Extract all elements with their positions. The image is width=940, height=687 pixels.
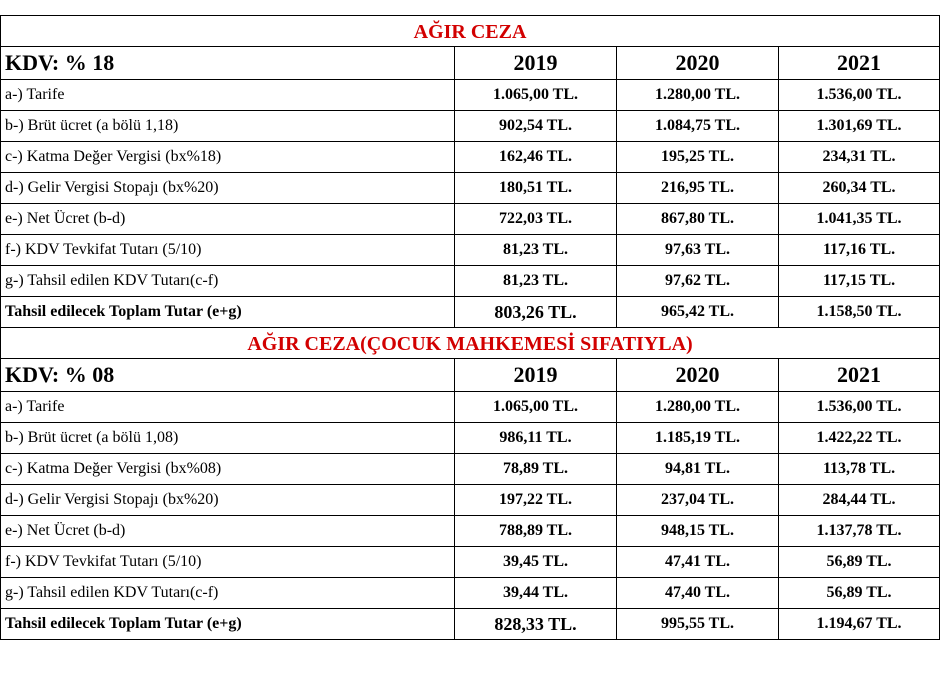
row-label: f-) KDV Tevkifat Tutarı (5/10): [1, 235, 455, 266]
row-label: d-) Gelir Vergisi Stopajı (bx%20): [1, 485, 455, 516]
fee-table: [0, 15, 940, 640]
cocuk-mahkemesi-section: [1, 328, 940, 640]
total-label: Tahsil edilecek Toplam Tutar (e+g): [1, 609, 455, 640]
row-label: g-) Tahsil edilen KDV Tutarı(c-f): [1, 266, 455, 297]
year-header: 2021: [779, 359, 940, 392]
header-row: [1, 359, 940, 392]
section-title-row: [1, 328, 940, 359]
row-value: 986,11 TL.: [455, 423, 617, 454]
row-value: 1.536,00 TL.: [779, 80, 940, 111]
row-label: a-) Tarife: [1, 80, 455, 111]
total-value: 1.194,67 TL.: [779, 609, 940, 640]
row-value: 78,89 TL.: [455, 454, 617, 485]
section-title-row: [1, 16, 940, 47]
total-value: 803,26 TL.: [455, 297, 617, 328]
row-value: 1.041,35 TL.: [779, 204, 940, 235]
table-row: [1, 80, 940, 111]
row-value: 902,54 TL.: [455, 111, 617, 142]
row-label: g-) Tahsil edilen KDV Tutarı(c-f): [1, 578, 455, 609]
row-label: f-) KDV Tevkifat Tutarı (5/10): [1, 547, 455, 578]
total-value: 965,42 TL.: [617, 297, 779, 328]
table-row: [1, 547, 940, 578]
row-label: b-) Brüt ücret (a bölü 1,18): [1, 111, 455, 142]
row-value: 948,15 TL.: [617, 516, 779, 547]
table-row: [1, 111, 940, 142]
row-value: 237,04 TL.: [617, 485, 779, 516]
table-row: [1, 204, 940, 235]
total-row: [1, 297, 940, 328]
section-title: AĞIR CEZA(ÇOCUK MAHKEMESİ SIFATIYLA): [1, 328, 940, 359]
row-value: 260,34 TL.: [779, 173, 940, 204]
row-value: 162,46 TL.: [455, 142, 617, 173]
table-row: [1, 516, 940, 547]
table-row: [1, 142, 940, 173]
row-value: 1.065,00 TL.: [455, 80, 617, 111]
year-header: 2019: [455, 47, 617, 80]
fee-document: [0, 15, 939, 640]
row-value: 788,89 TL.: [455, 516, 617, 547]
row-value: 234,31 TL.: [779, 142, 940, 173]
row-value: 39,45 TL.: [455, 547, 617, 578]
row-value: 216,95 TL.: [617, 173, 779, 204]
row-value: 94,81 TL.: [617, 454, 779, 485]
kdv-label: KDV: % 08: [1, 359, 455, 392]
table-row: [1, 485, 940, 516]
row-value: 47,40 TL.: [617, 578, 779, 609]
row-value: 47,41 TL.: [617, 547, 779, 578]
agir-ceza-section: [1, 16, 940, 328]
table-row: [1, 578, 940, 609]
kdv-label: KDV: % 18: [1, 47, 455, 80]
year-header: 2020: [617, 359, 779, 392]
row-value: 56,89 TL.: [779, 547, 940, 578]
total-value: 828,33 TL.: [455, 609, 617, 640]
row-value: 117,15 TL.: [779, 266, 940, 297]
row-value: 97,62 TL.: [617, 266, 779, 297]
row-value: 180,51 TL.: [455, 173, 617, 204]
row-label: a-) Tarife: [1, 392, 455, 423]
row-value: 81,23 TL.: [455, 235, 617, 266]
table-row: [1, 423, 940, 454]
row-value: 722,03 TL.: [455, 204, 617, 235]
row-value: 1.280,00 TL.: [617, 392, 779, 423]
row-label: b-) Brüt ücret (a bölü 1,08): [1, 423, 455, 454]
row-value: 117,16 TL.: [779, 235, 940, 266]
row-value: 1.422,22 TL.: [779, 423, 940, 454]
year-header: 2021: [779, 47, 940, 80]
row-label: e-) Net Ücret (b-d): [1, 204, 455, 235]
year-header: 2020: [617, 47, 779, 80]
row-label: c-) Katma Değer Vergisi (bx%08): [1, 454, 455, 485]
row-value: 1.137,78 TL.: [779, 516, 940, 547]
table-row: [1, 454, 940, 485]
row-label: c-) Katma Değer Vergisi (bx%18): [1, 142, 455, 173]
row-value: 1.185,19 TL.: [617, 423, 779, 454]
row-value: 867,80 TL.: [617, 204, 779, 235]
total-row: [1, 609, 940, 640]
table-row: [1, 235, 940, 266]
year-header: 2019: [455, 359, 617, 392]
total-label: Tahsil edilecek Toplam Tutar (e+g): [1, 297, 455, 328]
total-value: 995,55 TL.: [617, 609, 779, 640]
total-value: 1.158,50 TL.: [779, 297, 940, 328]
section-title: AĞIR CEZA: [1, 16, 940, 47]
row-value: 113,78 TL.: [779, 454, 940, 485]
row-value: 1.084,75 TL.: [617, 111, 779, 142]
row-value: 39,44 TL.: [455, 578, 617, 609]
row-value: 56,89 TL.: [779, 578, 940, 609]
row-label: e-) Net Ücret (b-d): [1, 516, 455, 547]
row-value: 197,22 TL.: [455, 485, 617, 516]
table-row: [1, 266, 940, 297]
row-value: 97,63 TL.: [617, 235, 779, 266]
header-row: [1, 47, 940, 80]
table-row: [1, 392, 940, 423]
row-value: 1.065,00 TL.: [455, 392, 617, 423]
row-value: 1.536,00 TL.: [779, 392, 940, 423]
row-value: 284,44 TL.: [779, 485, 940, 516]
row-value: 81,23 TL.: [455, 266, 617, 297]
row-label: d-) Gelir Vergisi Stopajı (bx%20): [1, 173, 455, 204]
row-value: 1.301,69 TL.: [779, 111, 940, 142]
table-row: [1, 173, 940, 204]
row-value: 1.280,00 TL.: [617, 80, 779, 111]
row-value: 195,25 TL.: [617, 142, 779, 173]
